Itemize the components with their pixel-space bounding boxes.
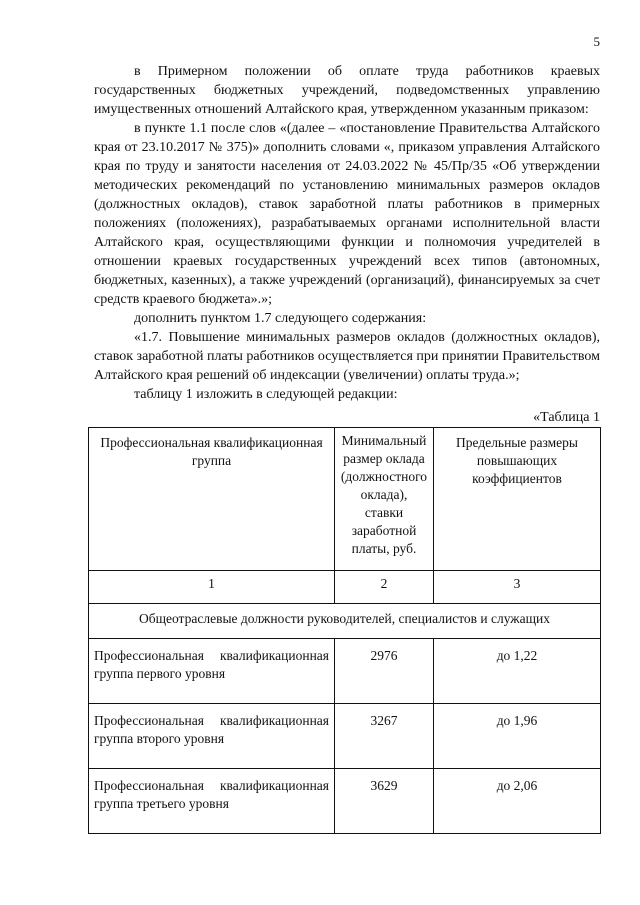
- header-salary: Минимальный размер оклада (должностного оклада), ставки заработной платы, руб.: [335, 428, 434, 571]
- group-cell: Профессиональная квалификационная группа третьего уровня: [89, 769, 335, 834]
- column-number-row: [89, 571, 601, 604]
- header-coef: Предельные размеры повышающих коэффициентов: [434, 428, 601, 571]
- table-caption: «Таблица 1: [533, 410, 600, 425]
- salary-cell: 3629: [335, 769, 434, 834]
- section-title: Общеотраслевые должности руководителей, специалистов и служащих: [89, 604, 601, 639]
- document-body: [94, 62, 600, 404]
- section-row: [89, 604, 601, 639]
- column-number-1: 1: [89, 571, 335, 604]
- salary-table: [88, 427, 601, 834]
- table-row: [89, 769, 601, 834]
- paragraph-2: в пункте 1.1 после слов «(далее – «постановление Правительства Алтайского края от 23.10.2017 № 375)» дополнить словами «, приказом управления Алтайского края по труду и занятости населения от 24.03.2022 № 45/Пр/35 «Об утверждении методических рекомендаций по установлению минимальных размеров окладов (должностных окладов), ставок заработной платы работников в примерных положениях (положениях), разрабатываемых органами исполнительной власти Алтайского края, осуществляющими функции и полномочия учредителей в отношении краевых государственных учреждений всех типов (автономных, бюджетных, казенных), а также учреждений (организаций), финансируемых за счет средств краевого бюджета».»;: [94, 121, 600, 307]
- column-number-2: 2: [335, 571, 434, 604]
- table-header-row: [89, 428, 601, 571]
- table-row: [89, 639, 601, 704]
- page-number: 5: [593, 34, 600, 49]
- group-cell: Профессиональная квалификационная группа первого уровня: [89, 639, 335, 704]
- column-number-3: 3: [434, 571, 601, 604]
- coef-cell: до 2,06: [434, 769, 601, 834]
- coef-cell: до 1,22: [434, 639, 601, 704]
- coef-cell: до 1,96: [434, 704, 601, 769]
- salary-cell: 3267: [335, 704, 434, 769]
- paragraph-4: «1.7. Повышение минимальных размеров окладов (должностных окладов), ставок заработной платы работников осуществляется при принятии Правительством Алтайского края решений об индексации (увеличении) оплаты труда.»;: [94, 330, 600, 383]
- group-cell: Профессиональная квалификационная группа второго уровня: [89, 704, 335, 769]
- paragraph-3: дополнить пунктом 1.7 следующего содержания:: [134, 311, 427, 326]
- paragraph-1: в Примерном положении об оплате труда работников краевых государственных бюджетных учреждений, подведомственных управлению имущественных отношений Алтайского края, утвержденном указанным приказом:: [94, 64, 600, 117]
- header-group: Профессиональная квалификационная группа: [89, 428, 335, 571]
- salary-cell: 2976: [335, 639, 434, 704]
- table-row: [89, 704, 601, 769]
- paragraph-5: таблицу 1 изложить в следующей редакции:: [134, 387, 398, 402]
